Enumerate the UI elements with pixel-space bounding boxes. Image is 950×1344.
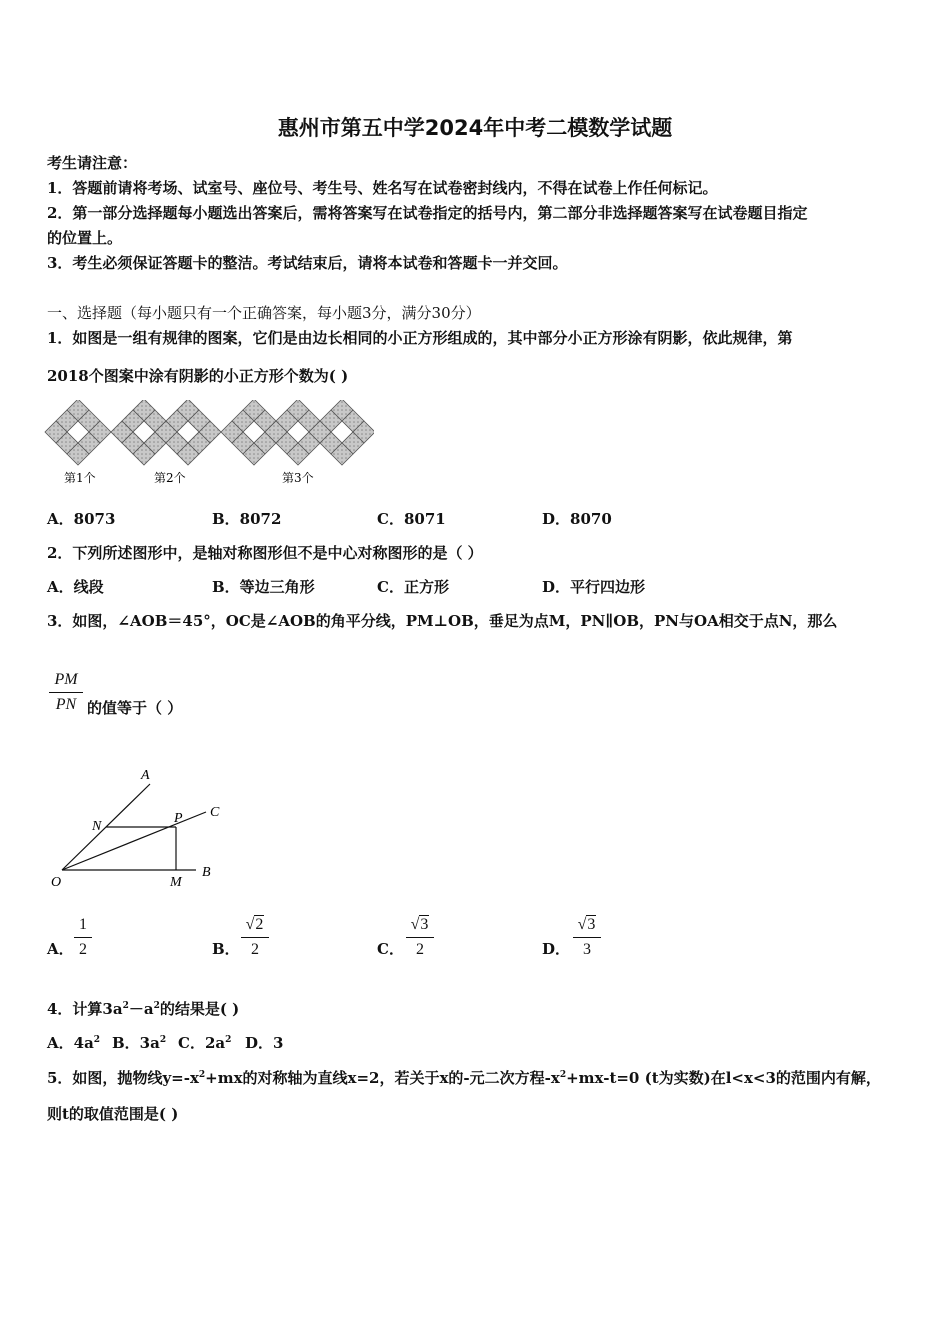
q5-stem-part: +mx-t=0 (t为实数)在l<x<3的范围内有解， xyxy=(566,1069,881,1087)
point-label-o: O xyxy=(51,875,62,890)
q3-stem: 3．如图，∠AOB＝45°，OC是∠AOB的角平分线，PM⊥OB，垂足为点M，PN∥OB，PN与OA相交于点N，那么 xyxy=(47,612,838,630)
notice-heading: 考生请注意： xyxy=(47,154,138,172)
exponent: 2 xyxy=(153,1001,160,1011)
fraction-denominator: 2 xyxy=(79,941,87,958)
point-label-p: P xyxy=(174,811,183,826)
q4-stem-part: 4．计算3a xyxy=(47,1000,123,1018)
q1-stem-line1: 1．如图是一组有规律的图案，它们是由边长相同的小正方形组成的，其中部分小正方形涂有阴影，依此规律，第 xyxy=(47,329,793,347)
fraction-numerator: 1 xyxy=(79,916,87,933)
q1-caption: 第1个 xyxy=(64,471,96,485)
point-label-c: C xyxy=(210,805,220,820)
q4-stem xyxy=(47,998,239,1019)
q5-stem-line2: 则t的取值范围是( ) xyxy=(47,1105,179,1123)
q1-caption: 第2个 xyxy=(154,471,186,485)
q3-ratio-fraction xyxy=(49,670,83,715)
point-label-m: M xyxy=(170,875,182,890)
point-label-a: A xyxy=(141,768,150,783)
q3-option-a-value[interactable] xyxy=(74,915,92,960)
exponent: 2 xyxy=(559,1070,567,1080)
exponent: 2 xyxy=(122,1001,129,1011)
notice-item: 的位置上。 xyxy=(47,229,123,247)
point-label-n: N xyxy=(92,819,102,834)
q3-option-a-label[interactable]: A． xyxy=(47,940,74,958)
ray-oc xyxy=(62,812,206,870)
q2-option-d[interactable]: D．平行四边形 xyxy=(542,578,646,596)
page-title: 惠州市第五中学2024年中考二模数学试题 xyxy=(277,116,673,140)
q1-option-b[interactable]: B．8072 xyxy=(212,510,282,528)
exponent: 2 xyxy=(198,1070,206,1080)
q2-option-b[interactable]: B．等边三角形 xyxy=(212,578,315,596)
exponent: 2 xyxy=(93,1035,101,1045)
q4-option-b[interactable] xyxy=(112,1032,166,1053)
q5-stem xyxy=(47,1067,881,1088)
q1-option-d[interactable]: D．8070 xyxy=(542,510,612,528)
option-text: B．3a xyxy=(112,1034,160,1052)
point-label-b: B xyxy=(202,865,211,880)
q4-stem-part: －a xyxy=(128,1000,154,1018)
notice-item: 1．答题前请将考场、试室号、座位号、考生号、姓名写在试卷密封线内，不得在试卷上作任何标记。 xyxy=(47,179,718,197)
q1-caption: 第3个 xyxy=(282,471,314,485)
option-text: D．3 xyxy=(245,1034,284,1052)
fraction-denominator: 2 xyxy=(251,941,259,958)
q2-option-c[interactable]: C．正方形 xyxy=(377,578,449,596)
fraction-denominator: 3 xyxy=(583,941,591,958)
exponent: 2 xyxy=(159,1035,167,1045)
notice-item: 2．第一部分选择题每小题选出答案后，需将答案写在试卷指定的括号内，第二部分非选择题答案写在试卷题目指定 xyxy=(47,204,808,222)
q4-option-c[interactable] xyxy=(178,1032,231,1053)
q1-pattern-figure xyxy=(44,400,374,495)
q3-option-b-value[interactable]: √2 2 xyxy=(241,915,269,960)
q2-stem: 2．下列所述图形中，是轴对称图形但不是中心对称图形的是（ ） xyxy=(47,544,483,562)
q4-option-d[interactable] xyxy=(245,1032,283,1053)
option-text: C．2a xyxy=(178,1034,226,1052)
q3-geometry-figure xyxy=(44,760,244,895)
q4-option-a[interactable] xyxy=(47,1032,100,1053)
q4-stem-part: 的结果是( ) xyxy=(159,1000,240,1018)
q3-option-d-value[interactable]: √3 3 xyxy=(573,915,601,960)
section-heading: 一、选择题（每小题只有一个正确答案，每小题3分，满分30分） xyxy=(47,304,481,322)
q5-stem-part: +mx的对称轴为直线x=2，若关于x的-元二次方程-x xyxy=(205,1069,560,1087)
q5-stem-part: 5．如图，抛物线y=-x xyxy=(47,1069,199,1087)
radicand: 3 xyxy=(587,916,596,933)
q1-stem-line2: 2018个图案中涂有阴影的小正方形个数为( ) xyxy=(47,367,349,385)
exponent: 2 xyxy=(225,1035,232,1045)
q1-option-c[interactable]: C．8071 xyxy=(377,510,446,528)
q3-option-d-label[interactable]: D． xyxy=(542,940,571,958)
q3-stem-tail: 的值等于（ ） xyxy=(87,699,183,717)
q3-option-c-value[interactable]: √3 2 xyxy=(406,915,434,960)
q3-option-b-label[interactable]: B． xyxy=(212,940,240,958)
q1-pattern-shapes xyxy=(45,400,374,465)
fraction-numerator: PM xyxy=(54,671,78,688)
notice-item: 3．考生必须保证答题卡的整洁。考试结束后，请将本试卷和答题卡一并交回。 xyxy=(47,254,568,272)
q2-option-a[interactable]: A．线段 xyxy=(47,578,104,596)
q1-option-a[interactable]: A．8073 xyxy=(47,510,116,528)
radicand: 2 xyxy=(255,916,264,933)
option-text: A．4a xyxy=(47,1034,94,1052)
radicand: 3 xyxy=(420,916,429,933)
fraction-denominator: 2 xyxy=(416,941,424,958)
q3-option-c-label[interactable]: C． xyxy=(377,940,404,958)
fraction-denominator: PN xyxy=(55,696,77,713)
